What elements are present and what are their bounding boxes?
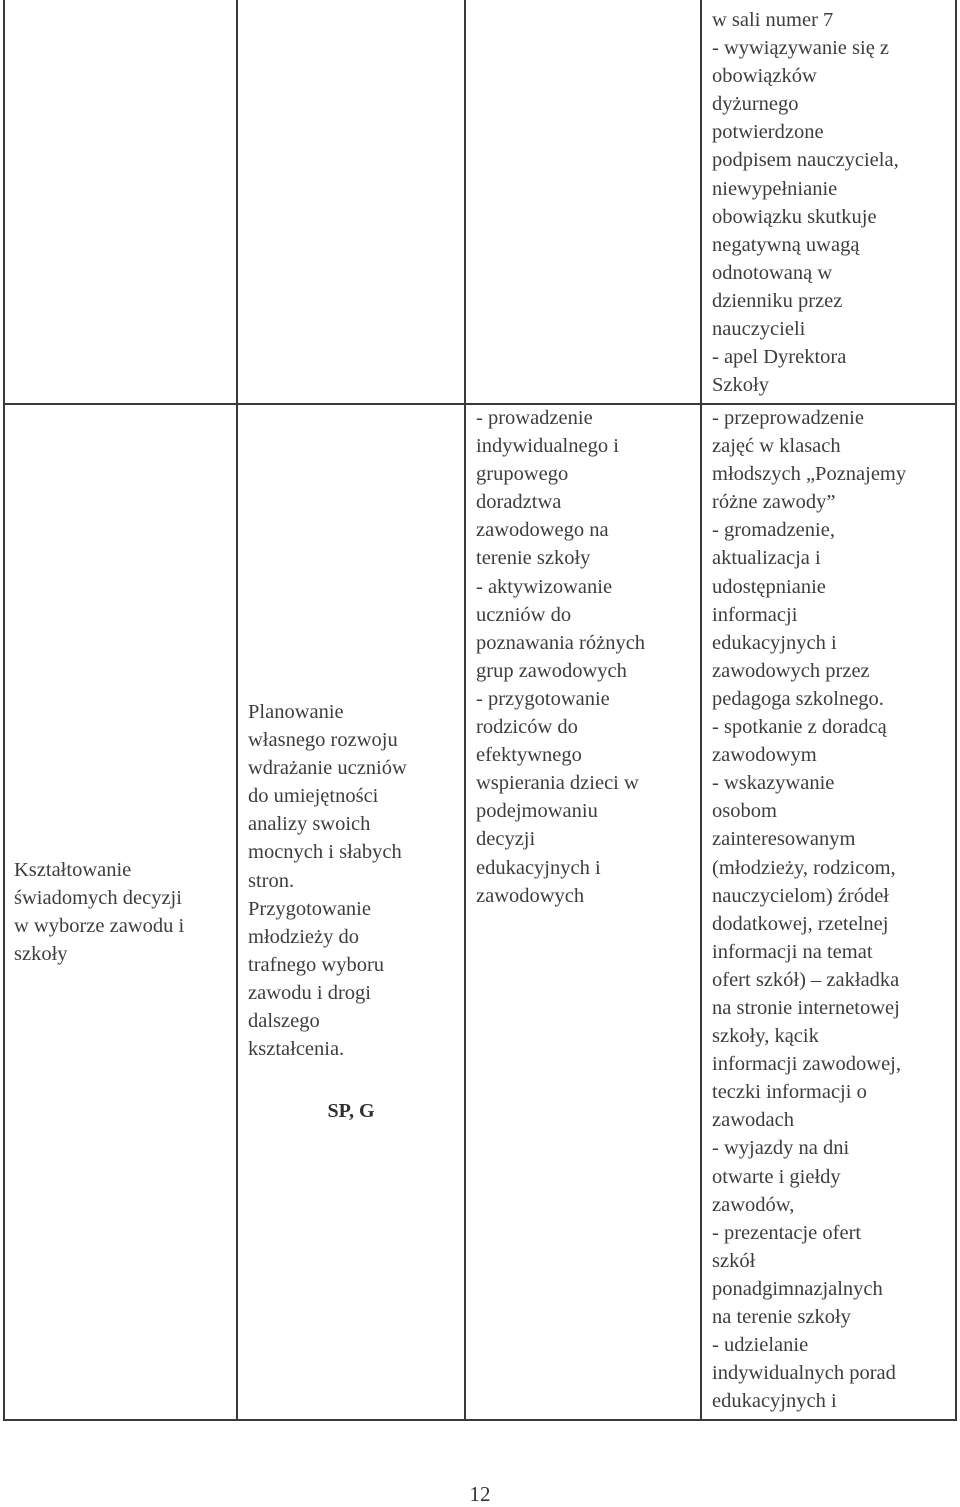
prev-row-method-cell: w sali numer 7 - wywiązywanie się z obowiązków dyżurnego potwierdzone podpisem nauczyciela, niewypełnianie obowiązku skutkuje negatywną uwagą odnotowaną w dzienniku przez nauczycieli - apel Dyrektora Szkoły — [712, 9, 899, 397]
table-border-left — [3, 0, 5, 1421]
table-column-divider-3 — [700, 0, 702, 1421]
goal-cell — [14, 405, 232, 1419]
school-level-label: SP, G — [327, 1100, 375, 1122]
table-column-divider-1 — [236, 0, 238, 1421]
table-column-divider-2 — [464, 0, 466, 1421]
table-border-right — [955, 0, 957, 1421]
task-cell-text: Planowanie własnego rozwoju wdrażanie uczniów do umiejętności analizy swoich mocnych i słabych stron. Przygotowanie młodzieży do trafnego wyboru zawodu i drogi dalszego kształcenia. — [248, 701, 407, 1061]
methods-cell-text: - przeprowadzenie zajęć w klasach młodszych „Poznajemy różne zawody” - gromadzenie, aktualizacja i udostępnianie informacji edukacyjnych i zawodowych przez pedagoga szkolnego. - spotkanie z doradcą zawodowym - wskazywanie osobom zainteresowanym (młodzieży, rodzicom, nauczycielom) źródeł dodatkowej, rzetelnej informacji na temat ofert szkół) – zakładka na stronie internetowej szkoły, kącik informacji zawodowej, teczki informacji o zawodach - wyjazdy na dni otwarte i giełdy zawodów, - prezentacje ofert szkół ponadgimnazjalnych na terenie szkoły - udzielanie indywidualnych porad edukacyjnych i — [712, 407, 907, 1413]
page-number: 12 — [469, 1482, 491, 1506]
goal-text: Kształtowanie świadomych decyzji w wyborze zawodu i szkoły — [14, 858, 185, 966]
table-border-bottom — [3, 1419, 957, 1421]
activities-cell-text: - prowadzenie indywidualnego i grupowego doradztwa zawodowego na terenie szkoły - aktywizowanie uczniów do poznawania różnych grup zawodowych - przygotowanie rodziców do efektywnego wspierania dzieci w podejmowaniu decyzji edukacyjnych i zawodowych — [476, 407, 646, 907]
